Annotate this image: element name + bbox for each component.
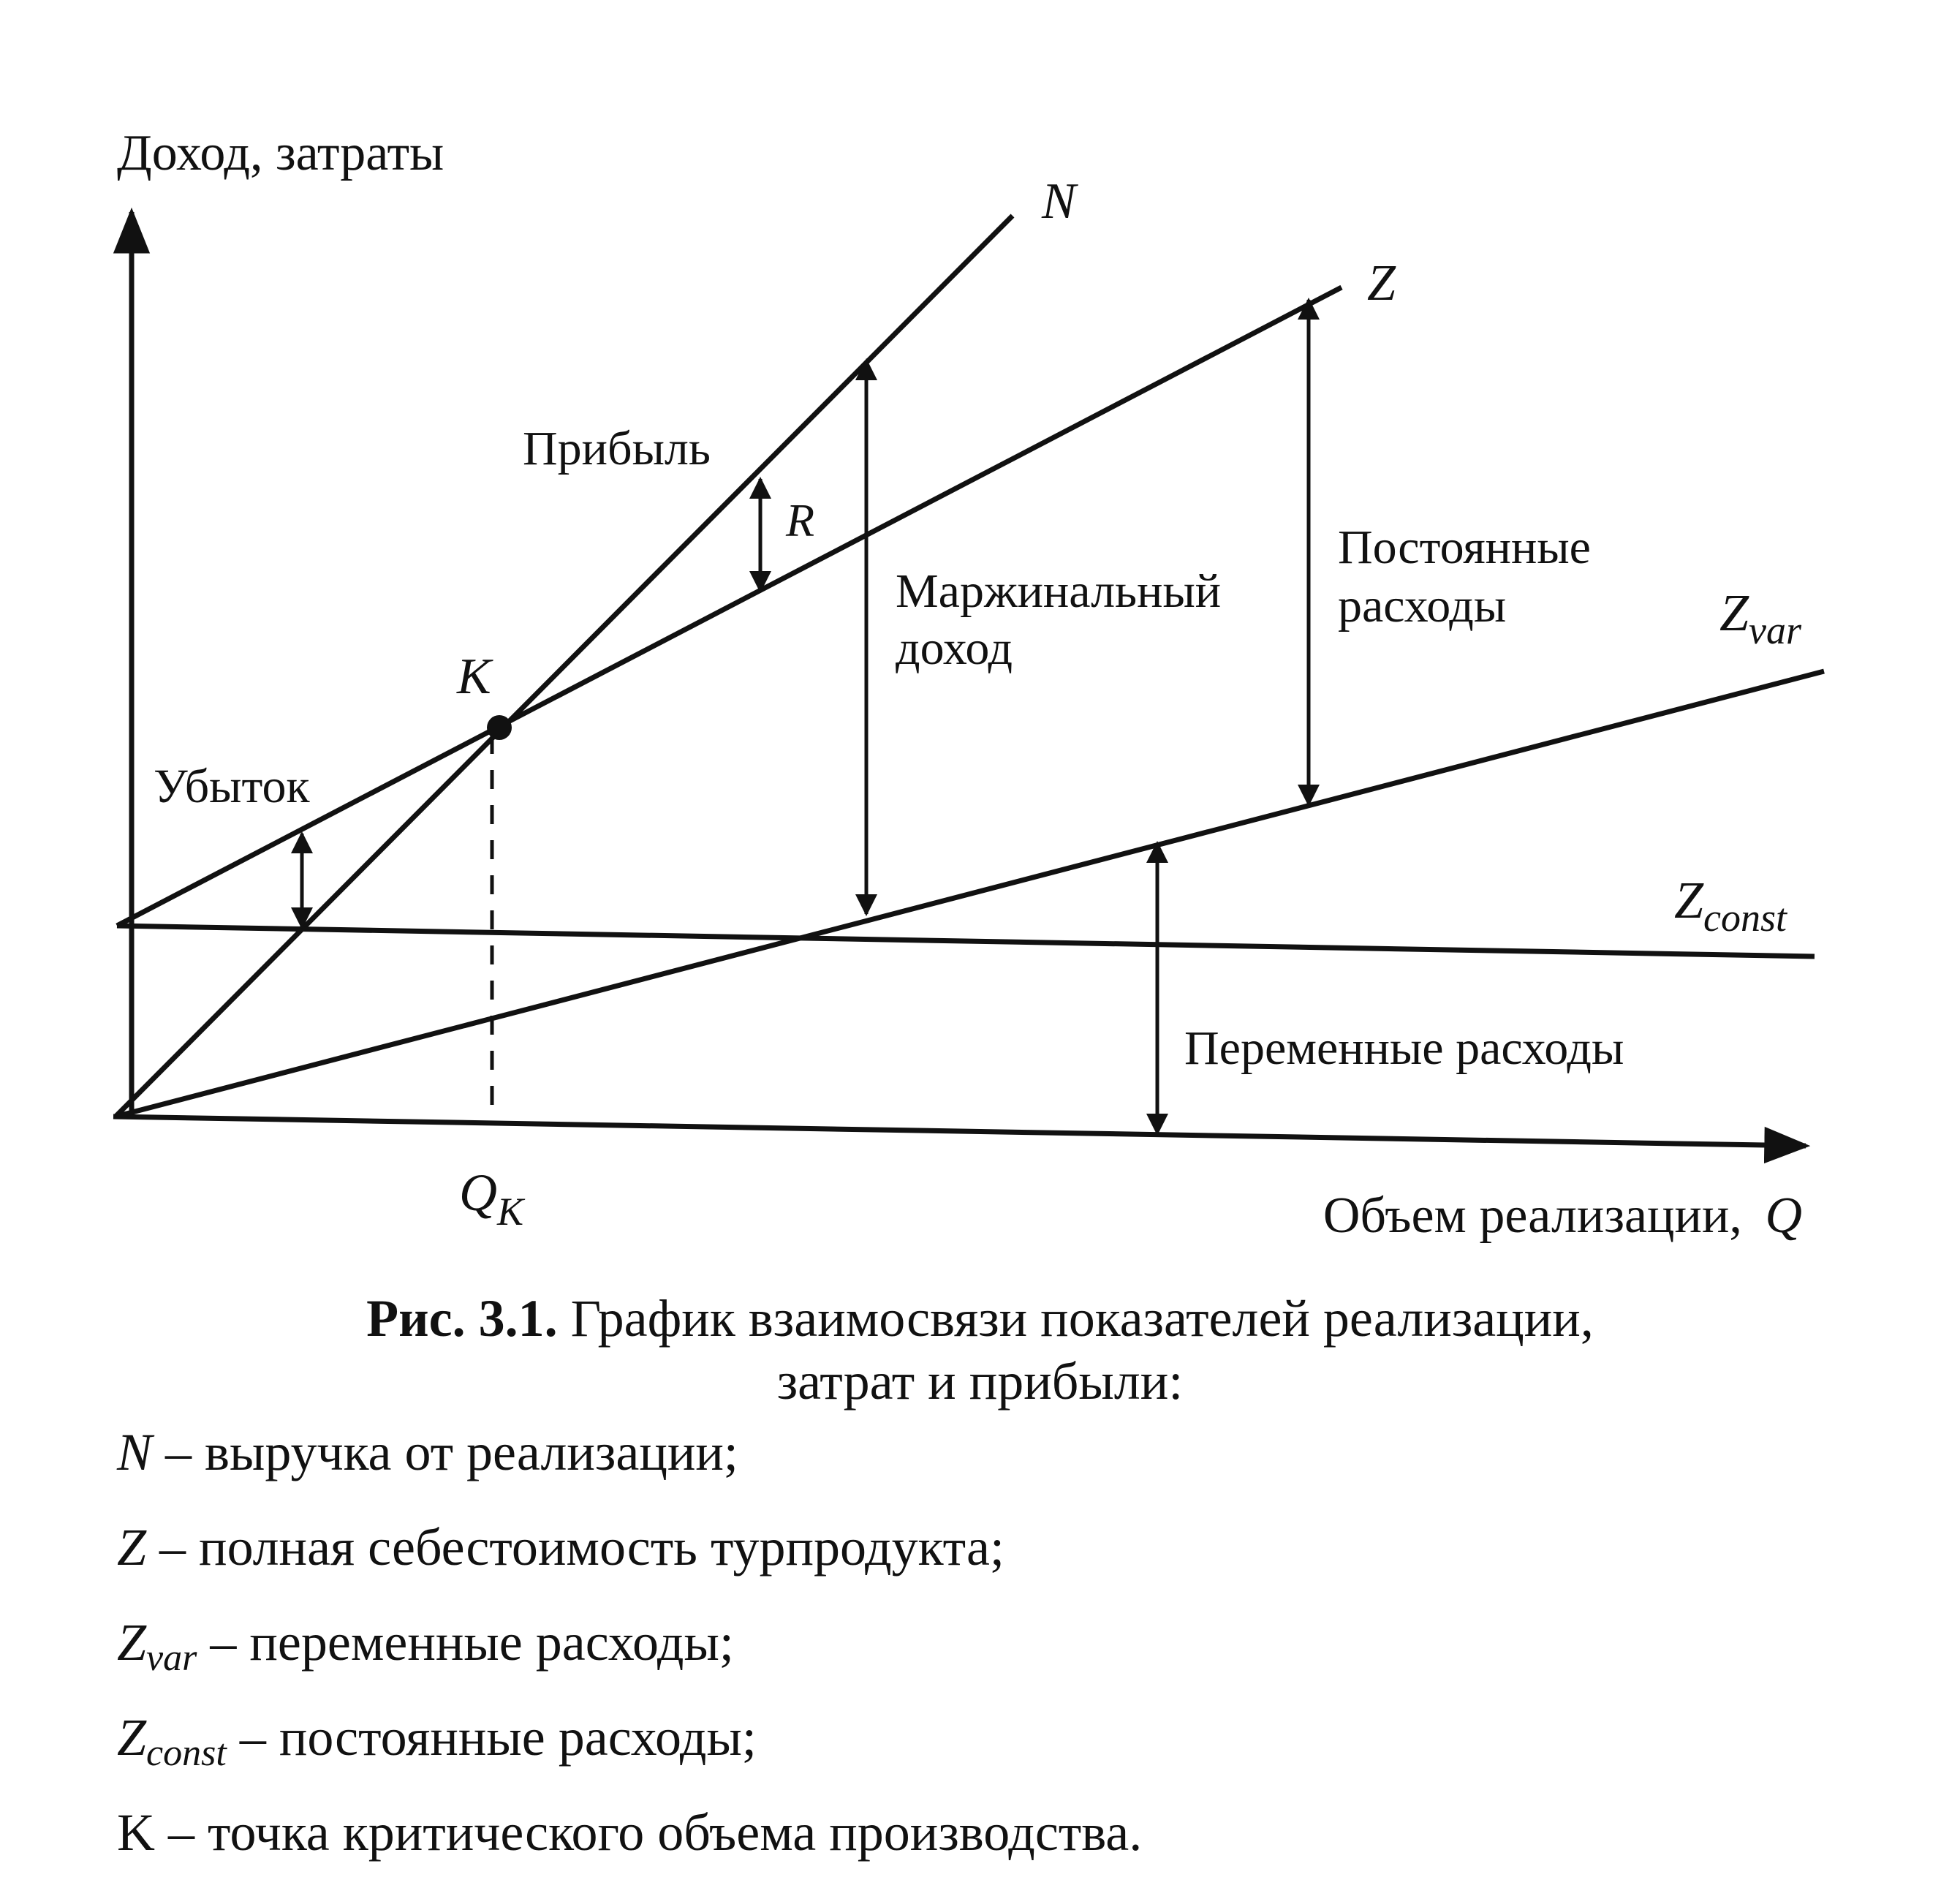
legend-subscript: var (146, 1637, 197, 1679)
legend-text: – выручка от реализации; (165, 1423, 738, 1481)
caption-title-line2: затрат и прибыли: (776, 1352, 1184, 1411)
x-axis (113, 1117, 1806, 1146)
legend-subscript: const (146, 1732, 227, 1774)
legend-item (117, 1413, 1960, 1508)
legend-text: – полная себестоимость турпродукта; (159, 1518, 1004, 1577)
label-marginal-2: доход (896, 622, 1013, 675)
x-axis-label: Объем реализации, Q (1323, 1187, 1802, 1244)
label-loss: Убыток (154, 760, 310, 813)
legend-item (117, 1698, 1960, 1793)
legend-symbol: N (117, 1423, 153, 1481)
legend-text: – переменные расходы; (210, 1613, 734, 1672)
figure-caption (0, 1287, 1960, 1888)
line-n-revenue (116, 216, 1013, 1117)
line-z-const (117, 926, 1815, 956)
label-fixed-2: расходы (1338, 579, 1507, 633)
legend-text: – постоянные расходы; (239, 1708, 757, 1767)
label-k: K (457, 649, 491, 705)
legend-item (117, 1603, 1960, 1698)
label-marginal-1: Маржинальный (896, 564, 1222, 618)
legend-symbol: K (117, 1803, 155, 1862)
label-z-var: $Z_{var}$ (1719, 584, 1802, 652)
legend-symbol: Z (117, 1613, 147, 1672)
label-z: Z (1367, 255, 1396, 311)
legend-item (117, 1508, 1960, 1603)
label-r: R (786, 494, 815, 546)
caption-title (0, 1287, 1960, 1350)
label-qk: $Q_K$ (459, 1163, 524, 1234)
label-variable: Переменные расходы (1184, 1022, 1624, 1075)
caption-title-text: График взаимосвязи показателей реализации, (570, 1289, 1594, 1348)
legend-text: – точка критического объема производства. (168, 1803, 1143, 1862)
label-profit: Прибыль (523, 422, 711, 475)
label-n: N (1042, 173, 1076, 230)
label-fixed-1: Постоянные (1338, 521, 1591, 574)
label-z-const: $Z_{const}$ (1674, 871, 1787, 940)
caption-legend (117, 1413, 1960, 1888)
legend-symbol: Z (117, 1708, 147, 1767)
legend-item (117, 1793, 1960, 1888)
legend-symbol: Z (117, 1518, 147, 1577)
y-axis-label: Доход, затраты (117, 125, 444, 181)
caption-figure-number: Рис. 3.1. (366, 1289, 558, 1348)
